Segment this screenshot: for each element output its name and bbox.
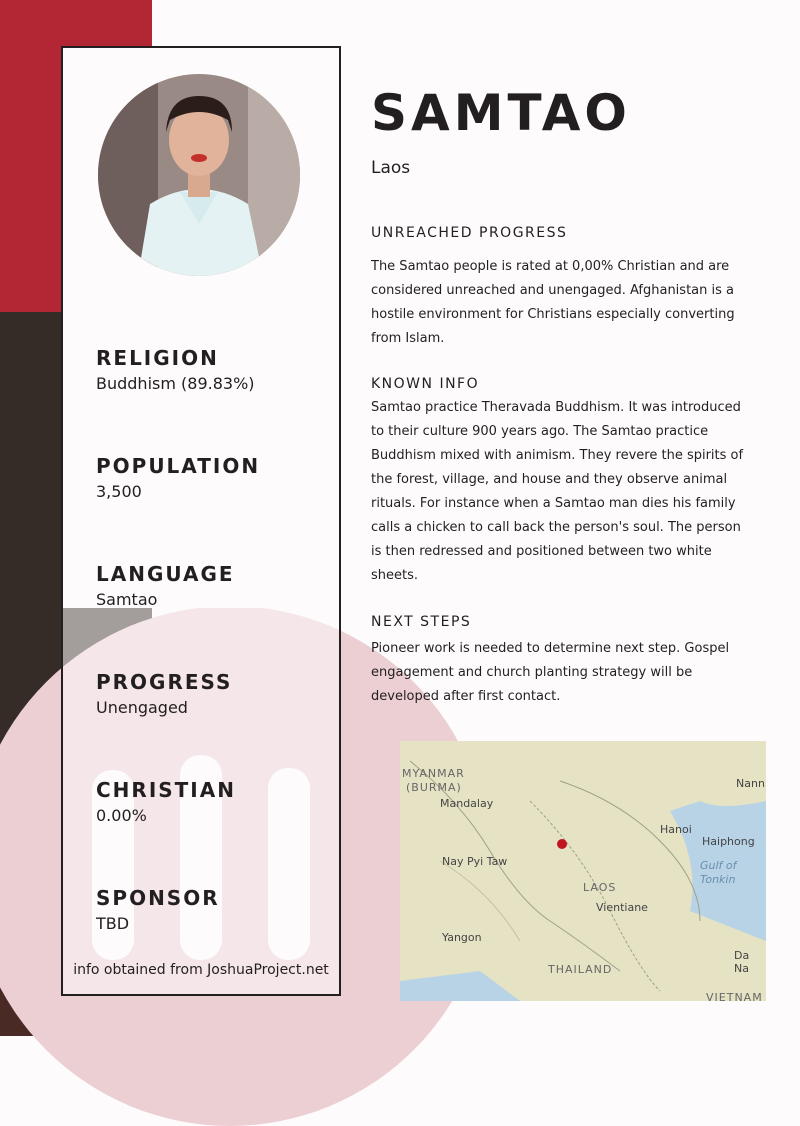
stat-progress <box>96 670 232 717</box>
stat-value: Samtao <box>96 590 158 609</box>
map-label-vietnam: VIETNAM <box>706 991 763 1001</box>
map-label-thailand: THAILAND <box>548 963 613 976</box>
known-heading: KNOWN INFO <box>371 376 480 392</box>
stat-value: Buddhism (89.83%) <box>96 374 255 393</box>
location-map <box>400 741 766 1001</box>
stat-value: TBD <box>96 914 130 933</box>
stat-label: CHRISTIAN <box>96 778 236 802</box>
stat-value: 0.00% <box>96 806 147 825</box>
stat-label: LANGUAGE <box>96 562 235 586</box>
stat-value: 3,500 <box>96 482 142 501</box>
known-text: Samtao practice Theravada Buddhism. It was introduced to their culture 900 years ago. The Samtao practice Buddhism mixed with animism. They revere the spirits of the forest, village, and house and they observe animal rituals. For instance when a Samtao man dies his family calls a chicken to call back the person's soul. The person is then redressed and positioned between two white sheets. <box>371 400 744 583</box>
stat-sponsor <box>96 886 220 933</box>
map-label-laos: LAOS <box>583 881 617 894</box>
map-label-tonkin: Tonkin <box>700 873 736 886</box>
stat-label: SPONSOR <box>96 886 220 910</box>
stat-label: RELIGION <box>96 346 219 370</box>
map-label-mandalay: Mandalay <box>440 797 494 810</box>
profile-photo <box>98 74 300 276</box>
source-note: info obtained from JoshuaProject.net <box>73 962 329 978</box>
unreached-text: The Samtao people is rated at 0,00% Christian and are considered unreached and unengaged. Afghanistan is a hostile environment for Christians especially converting from Islam. <box>371 259 735 346</box>
stat-population <box>96 454 260 501</box>
map-label-haiphong: Haiphong <box>702 835 755 848</box>
map-label-gulf: Gulf of <box>700 859 737 872</box>
map-label-danang: Da Na <box>734 949 750 975</box>
country-subtitle: Laos <box>371 158 411 178</box>
stat-value: Unengaged <box>96 698 188 717</box>
next-heading: NEXT STEPS <box>371 614 472 630</box>
map-label-burma: (BURMA) <box>406 781 462 794</box>
map-label-vientiane: Vientiane <box>596 901 648 914</box>
stat-christian <box>96 778 236 825</box>
stat-language <box>96 562 235 609</box>
unreached-heading: UNREACHED PROGRESS <box>371 225 568 241</box>
stat-label: PROGRESS <box>96 670 233 694</box>
map-label-naypyitaw: Nay Pyi Taw <box>442 855 508 868</box>
map-label-hanoi: Hanoi <box>660 823 692 836</box>
page-title: SAMTAO <box>371 84 631 142</box>
next-text: Pioneer work is needed to determine next step. Gospel engagement and church planting strategy will be developed after first contact. <box>371 641 730 704</box>
stat-label: POPULATION <box>96 454 261 478</box>
stat-religion <box>96 346 255 393</box>
map-label-myanmar: MYANMAR <box>402 767 465 780</box>
pillar-right <box>268 768 310 960</box>
map-label-yangon: Yangon <box>442 931 482 944</box>
map-label-nann: Nann <box>736 777 765 790</box>
